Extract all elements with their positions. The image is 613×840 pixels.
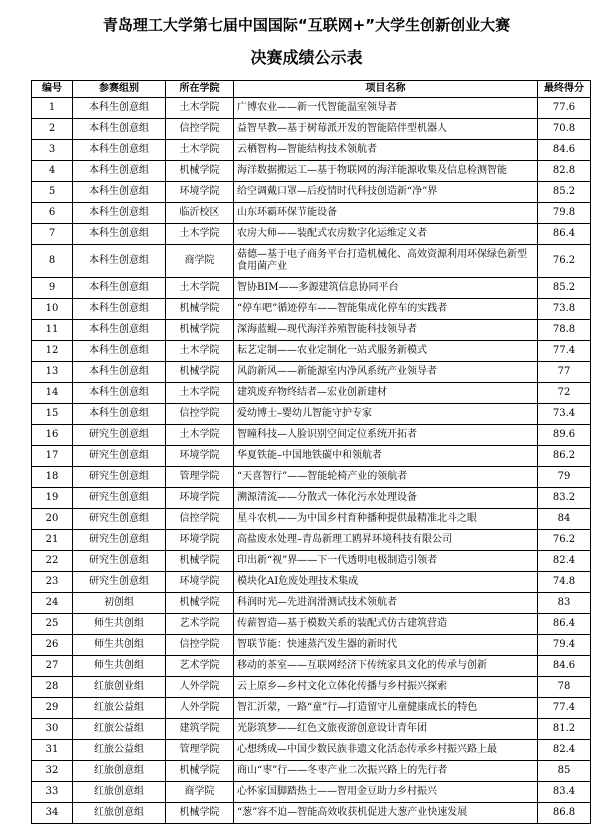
cell-group: 研究生创意组 [73,467,166,488]
cell-no: 27 [32,656,73,677]
cell-no: 34 [32,803,73,824]
cell-group: 本科生创意组 [73,161,166,182]
cell-project: 智联节能：快速蒸汽发生器的新时代 [234,635,538,656]
table-row [32,203,591,224]
page-title: 青岛理工大学第七届中国国际“互联网+”大学生创新创业大赛 [102,16,511,34]
table-row [32,677,591,698]
cell-group: 初创组 [73,593,166,614]
cell-group: 红旅公益组 [73,719,166,740]
table-row [32,119,591,140]
cell-score: 86.4 [538,224,591,245]
cell-group: 研究生创意组 [73,488,166,509]
cell-project: 光影筑梦——红色文旅夜游创意设计青年团 [234,719,538,740]
table-row [32,698,591,719]
cell-college: 土木学院 [166,224,234,245]
cell-no: 28 [32,677,73,698]
cell-no: 25 [32,614,73,635]
table-row [32,140,591,161]
cell-score: 79.4 [538,635,591,656]
cell-group: 红旅创意组 [73,803,166,824]
cell-college: 机械学院 [166,362,234,383]
cell-group: 本科生创意组 [73,119,166,140]
cell-score: 77.4 [538,698,591,719]
cell-no: 29 [32,698,73,719]
cell-group: 师生共创组 [73,614,166,635]
cell-group: 本科生创意组 [73,320,166,341]
cell-project: 云栖智构—智能结构技术领航者 [234,140,538,161]
cell-college: 环境学院 [166,572,234,593]
table-row [32,278,591,299]
cell-score: 78 [538,677,591,698]
table-header-row [32,81,591,98]
cell-college: 临沂校区 [166,203,234,224]
cell-college: 机械学院 [166,299,234,320]
table-row [32,362,591,383]
cell-project: 溯源清流——分散式一体化污水处理设备 [234,488,538,509]
cell-no: 6 [32,203,73,224]
cell-group: 本科生创意组 [73,98,166,119]
cell-no: 1 [32,98,73,119]
table-row [32,320,591,341]
cell-college: 艺术学院 [166,656,234,677]
cell-college: 机械学院 [166,320,234,341]
cell-no: 32 [32,761,73,782]
cell-group: 红旅创意组 [73,761,166,782]
cell-project: 传薪智造—基于模数关系的装配式仿古建筑营造 [234,614,538,635]
cell-group: 本科生创意组 [73,299,166,320]
cell-project: “天喜智行”——智能轮椅产业的领航者 [234,467,538,488]
cell-college: 环境学院 [166,530,234,551]
cell-college: 信控学院 [166,119,234,140]
table-row [32,245,591,278]
cell-project: 山东环霸环保节能设备 [234,203,538,224]
cell-project: 智协BIM——多源建筑信息协同平台 [234,278,538,299]
cell-college: 环境学院 [166,446,234,467]
table-row [32,446,591,467]
cell-score: 73.4 [538,404,591,425]
cell-no: 16 [32,425,73,446]
cell-score: 85 [538,761,591,782]
cell-group: 研究生创意组 [73,572,166,593]
table-row [32,635,591,656]
table-row [32,740,591,761]
cell-group: 研究生创意组 [73,425,166,446]
cell-project: 海洋数据搬运工—基于物联网的海洋能源收集及信息检测智能 [234,161,538,182]
cell-score: 86.8 [538,803,591,824]
cell-score: 76.2 [538,530,591,551]
cell-project: 农房大师——装配式农房数字化运维定义者 [234,224,538,245]
cell-score: 83.4 [538,782,591,803]
cell-college: 土木学院 [166,98,234,119]
cell-project: 星斗农机——为中国乡村育种播种提供最精准北斗之眼 [234,509,538,530]
cell-college: 信控学院 [166,635,234,656]
cell-project: 华夏铁能–中国地铁碳中和领航者 [234,446,538,467]
cell-no: 15 [32,404,73,425]
cell-college: 艺术学院 [166,614,234,635]
cell-score: 77.6 [538,98,591,119]
table-row [32,404,591,425]
cell-project: 印出新“视”界——下一代透明电极制造引领者 [234,551,538,572]
cell-score: 89.6 [538,425,591,446]
cell-project: 风韵新风——新能源室内净风系统产业领导者 [234,362,538,383]
table-row [32,782,591,803]
cell-group: 研究生创意组 [73,530,166,551]
cell-college: 土木学院 [166,140,234,161]
table-row [32,488,591,509]
cell-score: 84 [538,509,591,530]
cell-no: 8 [32,245,73,278]
cell-no: 3 [32,140,73,161]
cell-project: 益智早教—基于树莓派开发的智能陪伴型机器人 [234,119,538,140]
cell-college: 环境学院 [166,182,234,203]
cell-score: 82.4 [538,740,591,761]
cell-score: 77 [538,362,591,383]
cell-score: 79.8 [538,203,591,224]
cell-college: 机械学院 [166,761,234,782]
cell-score: 86.2 [538,446,591,467]
header-group: 参赛组别 [73,81,166,98]
cell-college: 人外学院 [166,698,234,719]
cell-project: 智瞳科技—人脸识别空间定位系统开拓者 [234,425,538,446]
cell-no: 26 [32,635,73,656]
cell-group: 红旅创意组 [73,782,166,803]
cell-college: 机械学院 [166,161,234,182]
cell-group: 红旅创业组 [73,677,166,698]
cell-group: 师生共创组 [73,635,166,656]
cell-college: 信控学院 [166,509,234,530]
cell-group: 本科生创意组 [73,341,166,362]
cell-score: 83.2 [538,488,591,509]
cell-project: 深海蓝鲲—现代海洋养殖智能科技领导者 [234,320,538,341]
cell-no: 9 [32,278,73,299]
cell-no: 33 [32,782,73,803]
cell-group: 本科生创意组 [73,362,166,383]
cell-group: 本科生创意组 [73,383,166,404]
cell-project: 科润时光—先进润滑测试技术领航者 [234,593,538,614]
cell-score: 82.8 [538,161,591,182]
cell-college: 土木学院 [166,278,234,299]
table-row [32,719,591,740]
table-body [32,98,591,824]
cell-score: 74.8 [538,572,591,593]
cell-college: 机械学院 [166,803,234,824]
cell-group: 本科生创意组 [73,404,166,425]
cell-group: 本科生创意组 [73,182,166,203]
cell-score: 85.2 [538,182,591,203]
cell-no: 17 [32,446,73,467]
cell-score: 84.6 [538,140,591,161]
cell-college: 土木学院 [166,341,234,362]
header-project: 项目名称 [234,81,538,98]
cell-project: 心想绣成—中国少数民族非遗文化活态传承乡村振兴路上最 [234,740,538,761]
cell-project: 移动的茶室——互联网经济下传统家具文化的传承与创新 [234,656,538,677]
table-row [32,341,591,362]
cell-project: 智汇沂蒙，一路“童”行—打造留守儿童健康成长的特色 [234,698,538,719]
table-row [32,551,591,572]
cell-project: 高盐废水处理–青岛新理工鸥昇环境科技有限公司 [234,530,538,551]
cell-no: 21 [32,530,73,551]
cell-college: 土木学院 [166,425,234,446]
cell-no: 31 [32,740,73,761]
table-row [32,224,591,245]
cell-group: 研究生创意组 [73,551,166,572]
cell-no: 22 [32,551,73,572]
cell-project: “葱”容不迫—智能高效收获机促进大葱产业快速发展 [234,803,538,824]
header-no: 编号 [32,81,73,98]
cell-no: 2 [32,119,73,140]
table-row [32,383,591,404]
cell-group: 师生共创组 [73,656,166,677]
cell-no: 10 [32,299,73,320]
cell-no: 12 [32,341,73,362]
cell-college: 机械学院 [166,593,234,614]
page-subtitle: 决赛成绩公示表 [250,48,363,67]
cell-score: 76.2 [538,245,591,278]
cell-no: 14 [32,383,73,404]
cell-college: 环境学院 [166,488,234,509]
cell-score: 82.4 [538,551,591,572]
table-row [32,656,591,677]
cell-no: 4 [32,161,73,182]
cell-project: 云上原乡—乡村文化立体化传播与乡村振兴探索 [234,677,538,698]
cell-score: 84.6 [538,656,591,677]
cell-group: 本科生创意组 [73,224,166,245]
header-score: 最终得分 [538,81,591,98]
cell-no: 13 [32,362,73,383]
table-row [32,593,591,614]
cell-score: 81.2 [538,719,591,740]
header-college: 所在学院 [166,81,234,98]
cell-project: 广博农业——新一代智能温室领导者 [234,98,538,119]
cell-no: 24 [32,593,73,614]
table-row [32,98,591,119]
table-row [32,761,591,782]
cell-no: 7 [32,224,73,245]
cell-project: 商山“枣”行——冬枣产业二次振兴路上的先行者 [234,761,538,782]
table-row [32,299,591,320]
cell-group: 本科生创意组 [73,140,166,161]
cell-score: 73.8 [538,299,591,320]
table-row [32,467,591,488]
table-row [32,614,591,635]
cell-project: 建筑废弃物终结者—宏业创新建材 [234,383,538,404]
cell-group: 红旅公益组 [73,740,166,761]
cell-group: 研究生创意组 [73,509,166,530]
cell-no: 11 [32,320,73,341]
cell-score: 70.8 [538,119,591,140]
cell-score: 83 [538,593,591,614]
cell-score: 77.4 [538,341,591,362]
cell-group: 研究生创意组 [73,446,166,467]
table-row [32,182,591,203]
cell-college: 商学院 [166,782,234,803]
cell-score: 72 [538,383,591,404]
cell-no: 20 [32,509,73,530]
table-row [32,161,591,182]
table-row [32,572,591,593]
cell-group: 红旅公益组 [73,698,166,719]
cell-college: 土木学院 [166,383,234,404]
cell-college: 建筑学院 [166,719,234,740]
table-row [32,803,591,824]
cell-college: 管理学院 [166,740,234,761]
table-row [32,530,591,551]
cell-no: 30 [32,719,73,740]
cell-group: 本科生创意组 [73,278,166,299]
cell-project: 心怀家国脚踏热土——智用金豆助力乡村振兴 [234,782,538,803]
cell-score: 78.8 [538,320,591,341]
cell-score: 85.2 [538,278,591,299]
cell-college: 人外学院 [166,677,234,698]
table-row [32,425,591,446]
cell-project: “停车吧”循迹停车——智能集成化停车的实践者 [234,299,538,320]
cell-no: 19 [32,488,73,509]
cell-no: 18 [32,467,73,488]
cell-no: 23 [32,572,73,593]
cell-group: 本科生创意组 [73,203,166,224]
cell-college: 机械学院 [166,551,234,572]
cell-college: 管理学院 [166,467,234,488]
cell-project: 模块化AI危废处理技术集成 [234,572,538,593]
table-row [32,509,591,530]
cell-project: 耘艺定制——农业定制化一站式服务新模式 [234,341,538,362]
cell-college: 信控学院 [166,404,234,425]
cell-college: 商学院 [166,245,234,278]
results-table [31,80,591,824]
cell-project: 爱幼博士–婴幼儿智能守护专家 [234,404,538,425]
cell-score: 86.4 [538,614,591,635]
cell-no: 5 [32,182,73,203]
cell-group: 本科生创意组 [73,245,166,278]
cell-project: 给空调戴口罩—后疫情时代科技创造新“净”界 [234,182,538,203]
cell-project: 菇德—基于电子商务平台打造机械化、高效资源利用环保绿色新型食用菌产业 [234,245,538,278]
cell-score: 79 [538,467,591,488]
